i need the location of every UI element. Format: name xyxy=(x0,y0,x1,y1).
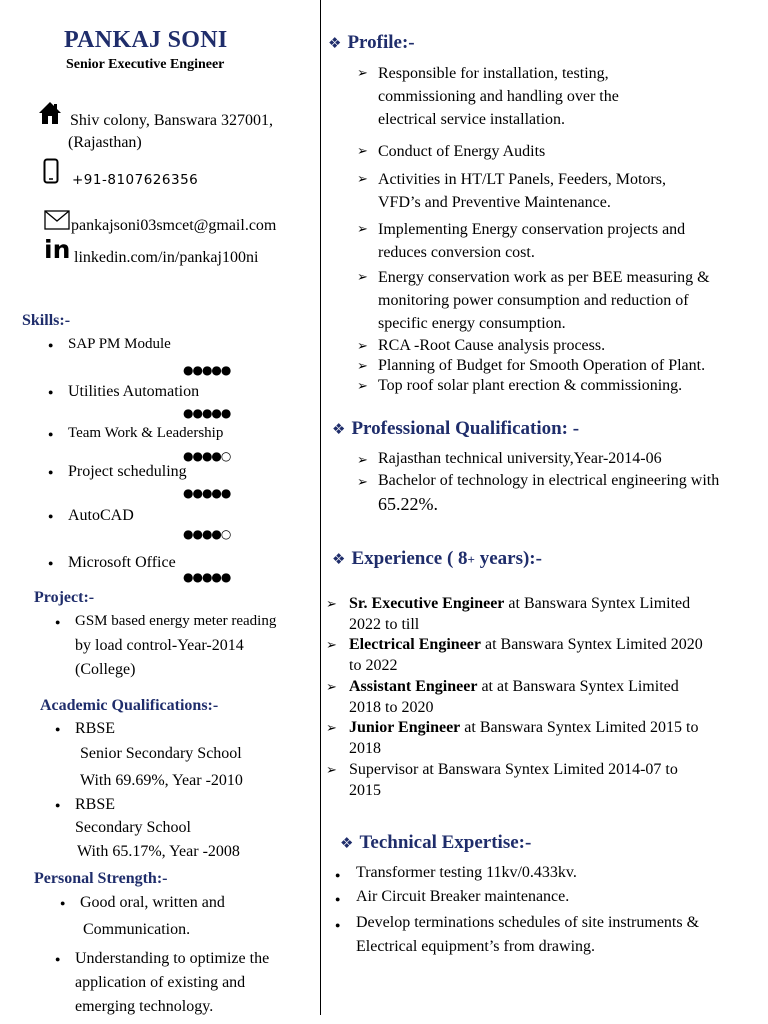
envelope-icon xyxy=(44,210,70,230)
academic-board: ● RBSE xyxy=(75,720,115,738)
technical-item: ● Develop terminations schedules of site instruments & xyxy=(356,914,699,932)
profile-item: Conduct of Energy Audits xyxy=(378,143,546,160)
arrow-bullet-icon: ➢ xyxy=(326,763,337,778)
profile-heading xyxy=(328,32,415,54)
technical-heading xyxy=(340,832,531,854)
email-address[interactable]: pankajsoni03smcet@gmail.com xyxy=(71,217,277,234)
professional-item: 65.22%. xyxy=(378,494,438,514)
project-line: ● GSM based energy meter reading xyxy=(75,613,276,630)
arrow-bullet-icon: ➢ xyxy=(357,144,368,159)
arrow-bullet-icon: ➢ xyxy=(357,66,368,81)
skill-rating: ●●●●○ xyxy=(183,527,231,541)
strength-line: application of existing and xyxy=(75,974,246,991)
profile-item: Implementing Energy conservation projects and reduces conversion cost. xyxy=(378,221,686,261)
profile-item: Responsible for installation, testing, commissioning and handling over the electrical service installation. xyxy=(378,65,619,128)
arrow-bullet-icon: ➢ xyxy=(326,721,337,736)
strength-heading: Personal Strength:- xyxy=(34,870,168,887)
project-line: by load control-Year-2014 xyxy=(75,637,244,654)
skill-label: ● SAP PM Module xyxy=(68,336,171,353)
address-line1: Shiv colony, Banswara 327001, xyxy=(70,112,273,129)
diamond-bullet-icon: ❖ xyxy=(332,550,346,568)
experience-item: Sr. Executive Engineer at Banswara Syntex Limited 2022 to till xyxy=(349,595,691,633)
technical-item: ● Air Circuit Breaker maintenance. xyxy=(356,888,569,906)
candidate-title: Senior Executive Engineer xyxy=(66,57,225,72)
experience-item: Supervisor at Banswara Syntex Limited 2014-07 to 2015 xyxy=(349,761,678,799)
arrow-bullet-icon: ➢ xyxy=(357,379,368,394)
academic-result: With 69.69%, Year -2010 xyxy=(80,772,243,789)
phone-number[interactable]: +91-8107626356 xyxy=(72,172,199,188)
professional-item: Rajasthan technical university,Year-2014-06 xyxy=(378,450,662,467)
technical-heading-text: Technical Expertise:- xyxy=(359,832,532,853)
strength-line: ● Understanding to optimize the xyxy=(75,950,269,968)
skill-label: ● Team Work & Leadership xyxy=(68,425,223,442)
column-divider xyxy=(320,0,321,1015)
profile-heading-text: Profile:- xyxy=(347,32,415,53)
experience-item: Junior Engineer at Banswara Syntex Limited 2015 to 2018 xyxy=(349,719,699,757)
profile-item: RCA -Root Cause analysis process. xyxy=(378,337,606,354)
professional-heading-text: Professional Qualification: - xyxy=(351,418,580,439)
diamond-bullet-icon: ❖ xyxy=(328,34,342,52)
diamond-bullet-icon: ❖ xyxy=(340,834,354,852)
academic-school: Senior Secondary School xyxy=(80,745,242,762)
academic-board: ● RBSE xyxy=(75,796,115,814)
skill-rating: ●●●●● xyxy=(183,486,231,500)
strength-line: emerging technology. xyxy=(75,998,214,1015)
profile-item: Energy conservation work as per BEE measuring & monitoring power consumption and reduction of specific energy consumption. xyxy=(378,269,710,332)
skill-rating: ●●●●● xyxy=(183,363,231,377)
skill-label: ● Microsoft Office xyxy=(68,554,176,572)
linkedin-url[interactable]: linkedin.com/in/pankaj100ni xyxy=(74,249,259,266)
project-heading: Project:- xyxy=(34,589,95,606)
strength-line: Communication. xyxy=(83,921,191,938)
profile-item: Top roof solar plant erection & commissioning. xyxy=(378,377,683,394)
arrow-bullet-icon: ➢ xyxy=(357,339,368,354)
address-line2: (Rajasthan) xyxy=(68,134,142,151)
arrow-bullet-icon: ➢ xyxy=(326,680,337,695)
skill-label: ● Project scheduling xyxy=(68,463,187,481)
candidate-name: PANKAJ SONI xyxy=(64,27,228,53)
experience-item: Electrical Engineer at Banswara Syntex Limited 2020 to 2022 xyxy=(349,636,703,674)
arrow-bullet-icon: ➢ xyxy=(326,638,337,653)
arrow-bullet-icon: ➢ xyxy=(357,270,368,285)
arrow-bullet-icon: ➢ xyxy=(357,453,368,468)
experience-heading: ❖ Experience ( 8+ years):- xyxy=(332,548,542,569)
arrow-bullet-icon: ➢ xyxy=(357,222,368,237)
skill-label: ● AutoCAD xyxy=(68,507,134,525)
technical-item: Electrical equipment’s from drawing. xyxy=(356,938,596,955)
professional-heading xyxy=(332,418,579,440)
linkedin-icon: in xyxy=(44,235,71,264)
arrow-bullet-icon: ➢ xyxy=(357,359,368,374)
profile-item: Planning of Budget for Smooth Operation of Plant. xyxy=(378,357,706,374)
diamond-bullet-icon: ❖ xyxy=(332,420,346,438)
academic-heading: Academic Qualifications:- xyxy=(40,697,219,714)
skill-rating: ●●●●○ xyxy=(183,449,231,463)
home-icon xyxy=(38,101,62,125)
arrow-bullet-icon: ➢ xyxy=(357,475,368,490)
project-line: (College) xyxy=(75,661,136,678)
arrow-bullet-icon: ➢ xyxy=(326,597,337,612)
skill-label: ● Utilities Automation xyxy=(68,383,199,401)
academic-result: With 65.17%, Year -2008 xyxy=(77,843,240,860)
skills-heading: Skills:- xyxy=(22,312,71,329)
profile-item: Activities in HT/LT Panels, Feeders, Motors, VFD’s and Preventive Maintenance. xyxy=(378,171,666,211)
technical-item: ● Transformer testing 11kv/0.433kv. xyxy=(356,864,577,882)
experience-item: Assistant Engineer at at Banswara Syntex Limited 2018 to 2020 xyxy=(349,678,679,716)
skill-rating: ●●●●● xyxy=(183,570,231,584)
strength-line: ● Good oral, written and xyxy=(80,894,225,912)
professional-item: Bachelor of technology in electrical engineering with xyxy=(378,472,720,489)
academic-school: Secondary School xyxy=(75,819,191,836)
mobile-phone-icon xyxy=(43,158,59,184)
skill-rating: ●●●●● xyxy=(183,406,231,420)
arrow-bullet-icon: ➢ xyxy=(357,172,368,187)
